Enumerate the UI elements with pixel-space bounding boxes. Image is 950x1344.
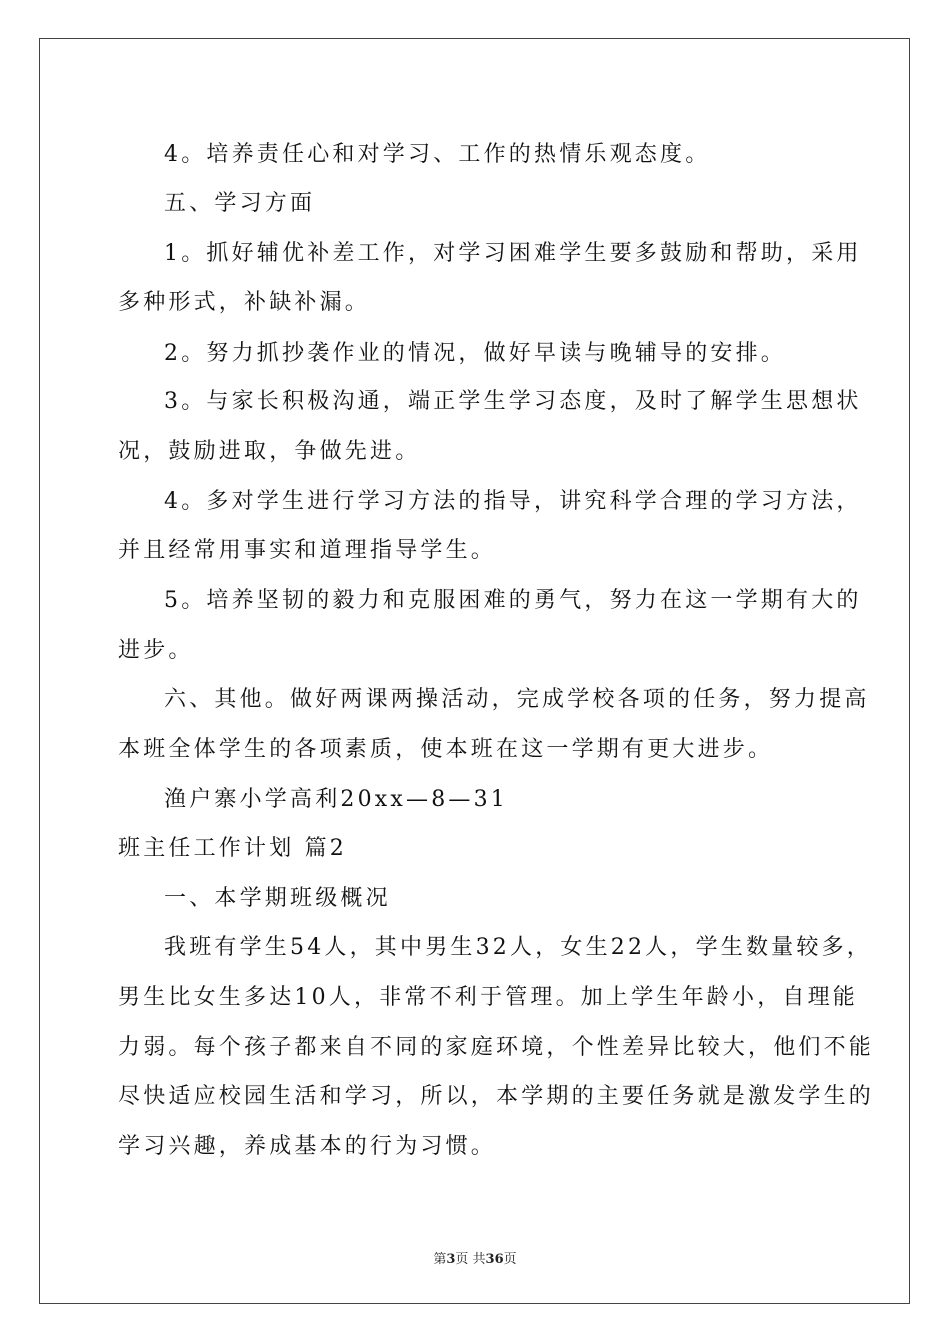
text-line: 5。培养坚韧的毅力和克服困难的勇气，努力在这一学期有大的: [164, 588, 862, 613]
footer-suffix: 页: [503, 1252, 517, 1267]
page-footer: [0, 1248, 950, 1267]
text-line: 进步。: [118, 638, 194, 663]
text-line: 2。努力抓抄袭作业的情况，做好早读与晚辅导的安排。: [164, 341, 786, 366]
text-line: 3。与家长积极沟通，端正学生学习态度，及时了解学生思想状: [164, 389, 862, 414]
text-line: 尽快适应校园生活和学习，所以，本学期的主要任务就是激发学生的: [118, 1084, 875, 1109]
text-line: 六、其他。做好两课两操活动，完成学校各项的任务，努力提高: [164, 687, 870, 712]
text-line: 多种形式，补缺补漏。: [118, 290, 371, 315]
text-line: 学习兴趣，养成基本的行为习惯。: [118, 1134, 497, 1159]
text-line: 力弱。每个孩子都来自不同的家庭环境，个性差异比较大，他们不能: [118, 1035, 875, 1060]
text-line: 1。抓好辅优补差工作，对学习困难学生要多鼓励和帮助，采用: [164, 241, 862, 266]
text-line: 本班全体学生的各项素质，使本班在这一学期有更大进步。: [118, 737, 774, 762]
section-heading: 一、本学期班级概况: [164, 886, 391, 911]
current-page-number: 3: [446, 1252, 456, 1267]
document-title: 班主任工作计划 篇2: [118, 836, 347, 861]
footer-prefix: 第: [433, 1252, 447, 1267]
text-line: 男生比女生多达10人，非常不利于管理。加上学生年龄小，自理能: [118, 985, 858, 1010]
footer-mid: 页 共: [455, 1252, 486, 1267]
total-pages-number: 36: [485, 1252, 504, 1267]
signature-line: 渔户寨小学高利20xx—8—31: [164, 787, 509, 812]
text-line: 我班有学生54人，其中男生32人，女生22人，学生数量较多，: [164, 935, 872, 960]
text-line: 并且经常用事实和道理指导学生。: [118, 538, 497, 563]
page-border: [39, 38, 910, 1304]
text-line: 4。多对学生进行学习方法的指导，讲究科学合理的学习方法，: [164, 489, 862, 514]
text-line: 4。培养责任心和对学习、工作的热情乐观态度。: [164, 142, 711, 167]
text-line: 况，鼓励进取，争做先进。: [118, 439, 421, 464]
section-heading: 五、学习方面: [164, 191, 316, 216]
